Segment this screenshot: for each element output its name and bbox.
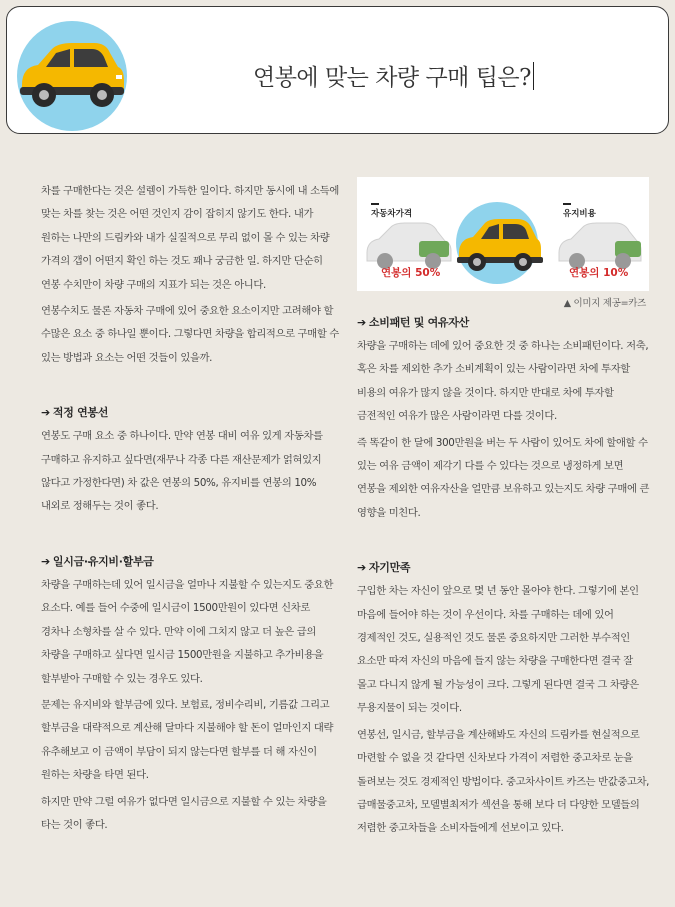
section-heading-payment: ➔ 일시금·유지비·할부금 xyxy=(41,554,154,568)
right-column xyxy=(357,180,652,844)
white-car-icon xyxy=(361,219,457,271)
spending-paragraph-2: 즉 똑같이 한 달에 300만원을 버는 두 사람이 있어도 차에 할애할 수 있는 여유 금액이 제각기 다를 수 있다는 것으로 냉정하게 보면 연봉을 제외한 여유자산을 얼만큼 보유하고 있는지도 차량 구매에 큰 영향을 미친다. xyxy=(357,436,650,519)
arrow-right-icon: ➔ xyxy=(357,316,366,329)
arrow-right-icon: ➔ xyxy=(41,554,50,568)
car-price-ratio: 연봉의 50% xyxy=(381,267,441,279)
spending-paragraph-1: 차량을 구매하는 데에 있어 중요한 것 중 하나는 소비패턴이다. 저축, 혹은 차를 제외한 추가 소비계획이 있는 사람이라면 차에 투자할 비용의 여유가 많지 않을 것이다. 하지만 반대로 차에 투자할 금전적인 여유가 많은 사람이라면 다를 것이다. xyxy=(357,340,649,423)
white-car-icon xyxy=(553,219,645,271)
yellow-car-icon xyxy=(453,215,545,275)
intro-paragraph-1: 차를 구매한다는 것은 설렘이 가득한 일이다. 하지만 동시에 내 소득에 맞는 차를 찾는 것은 어떤 것인지 감이 잡히지 않기도 한다. 내가 원하는 나만의 드림카와 내가 실질적으로 무리 없이 몰 수 있는 차량 가격의 갭이 어떤지 확인 하는 것도 꽤나 궁금한 일. 하지만 단순히 연봉 수치만이 차량 구매의 지표가 되는 것은 아니다. xyxy=(41,185,339,291)
section-heading-satisfaction: ➔ 자기만족 xyxy=(357,561,411,575)
satisfaction-paragraph-2: 연봉선, 일시금, 할부금을 계산해봐도 자신의 드림카를 현실적으로 마련할 수 없을 것 같다면 신차보다 가격이 저렴한 중고차로 눈을 돌려보는 것도 경제적인 방법이다. 중고차사이트 카즈는 반값중고차, 급매물중고차, 모델별최저가 섹션을 통해 보다 더 다양한 모델들의 저렴한 중고차들을 소비자들에게 선보이고 있다. xyxy=(357,728,650,835)
satisfaction-paragraph-1: 구입한 차는 자신이 앞으로 몇 년 동안 몰아야 한다. 그렇기에 본인 마음에 들어야 하는 것이 우선이다. 차를 구매하는 데에 있어 경제적인 것도, 실용적인 것도 물론 중요하지만 그러한 부수적인 요소만 따져 자신의 마음에 들지 않는 차량을 구매한다면 결국 잘 몰고 다니지 않게 될 가능성이 크다. 그렇게 된다면 결국 그 차량은 무용지물이 되는 것이다. xyxy=(357,585,639,715)
maintenance-ratio: 연봉의 10% xyxy=(569,267,629,279)
page-title: 연봉에 맞는 차량 구매 팁은? xyxy=(253,59,534,92)
section-heading-spending: ➔ 소비패턴 및 여유자산 xyxy=(357,316,469,329)
car-price-label: 자동차가격 xyxy=(371,209,413,219)
section-heading-salary: ➔ 적정 연봉선 xyxy=(41,406,109,420)
intro-paragraph-2: 연봉수치도 물론 자동차 구매에 있어 중요한 요소이지만 고려해야 할 수많은 요소 중 하나일 뿐이다. 그렇다면 차량을 합리적으로 구매할 수 있는 방법과 요소는 어떤 것들이 있을까. xyxy=(41,305,339,364)
payment-paragraph-3: 하지만 만약 그럴 여유가 없다면 일시금으로 지불할 수 있는 차량을 타는 것이 좋다. xyxy=(41,795,327,831)
payment-paragraph-1: 차량을 구매하는데 있어 일시금을 얼마나 지불할 수 있는지도 중요한 요소다. 예를 들어 수중에 일시금이 1500만원이 있다면 신차로 경차나 소형차를 살 수 있다. 만약 이에 그치지 않고 더 높은 급의 차량을 구매하고 싶다면 일시금 1500만원을 지불하고 추가비용을 할부받아 구매할 수 있는 경우도 있다. xyxy=(41,578,334,685)
header-banner xyxy=(6,6,669,134)
maintenance-label: 유지비용 xyxy=(563,209,596,219)
yellow-car-icon xyxy=(12,37,130,115)
salary-paragraph: 연봉도 구매 요소 중 하나이다. 만약 연봉 대비 여유 있게 자동차를 구매하고 유지하고 싶다면(재무나 각종 다른 재산문제가 얽혀있지 않다고 가정한다면) 차 값은 연봉의 50%, 유지비를 연봉의 10%내외로 정해두는 것이 좋다. xyxy=(41,430,323,513)
arrow-right-icon: ➔ xyxy=(357,561,366,575)
left-column xyxy=(41,180,341,840)
arrow-right-icon: ➔ xyxy=(41,406,50,420)
illustration-image xyxy=(357,177,649,291)
payment-paragraph-2: 문제는 유지비와 할부금에 있다. 보험료, 정비수리비, 기름값 그리고 할부금을 대략적으로 계산해 달마다 지불해야 할 돈이 얼마인지 대략 유추해보고 이 금액이 부담이 되지 않는다면 할부를 더 해 자신이 원하는 차량을 타면 된다. xyxy=(41,698,334,782)
image-credit: ▲ 이미지 제공=카즈 xyxy=(563,298,646,309)
